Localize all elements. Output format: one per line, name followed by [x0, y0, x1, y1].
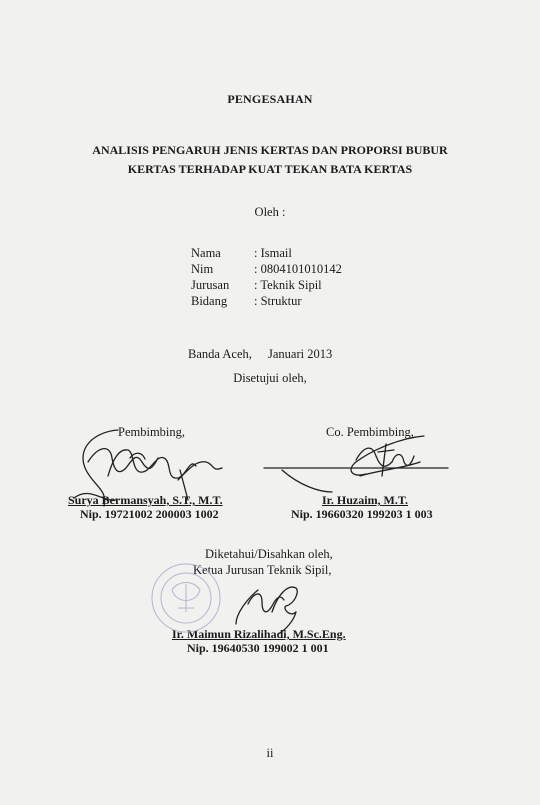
right-role-label: Co. Pembimbing,: [326, 425, 414, 439]
info-key: Bidang: [191, 294, 228, 308]
bottom-signer-name: Ir. Maimun Rizalihadi, M.Sc.Eng.: [172, 627, 346, 641]
page-number: ii: [266, 746, 274, 760]
department-head-label: Ketua Jurusan Teknik Sipil,: [193, 563, 332, 577]
info-key: Jurusan: [191, 278, 230, 292]
thesis-title-line-1: ANALISIS PENGARUH JENIS KERTAS DAN PROPORSI BUBUR: [92, 143, 448, 157]
info-value: : Struktur: [254, 294, 302, 308]
place-label: Banda Aceh,: [188, 347, 252, 361]
left-role-label: Pembimbing,: [118, 425, 186, 439]
info-key: Nama: [191, 246, 221, 260]
oleh-label: Oleh :: [254, 205, 286, 219]
right-signer-name: Ir. Huzaim, M.T.: [322, 493, 408, 507]
approved-by-label: Disetujui oleh,: [233, 371, 307, 385]
date-label: Januari 2013: [268, 347, 333, 361]
info-value: : 0804101010142: [254, 262, 342, 276]
department-stamp: [152, 564, 220, 632]
thesis-title-line-2: KERTAS TERHADAP KUAT TEKAN BATA KERTAS: [127, 162, 413, 176]
info-value: : Teknik Sipil: [254, 278, 322, 292]
left-signer-name: Surya Bermansyah, S.T., M.T.: [68, 493, 223, 507]
left-signer-nip: Nip. 19721002 200003 1002: [80, 507, 219, 521]
info-value: : Ismail: [254, 246, 292, 260]
bottom-signer-nip: Nip. 19640530 199002 1 001: [187, 641, 329, 655]
right-signer-nip: Nip. 19660320 199203 1 003: [291, 507, 433, 521]
bottom-signature: [236, 587, 297, 634]
acknowledged-label: Diketahui/Disahkan oleh,: [205, 547, 333, 561]
right-signature: [264, 436, 448, 492]
page-heading: PENGESAHAN: [227, 92, 313, 106]
left-signature: [74, 430, 222, 506]
info-key: Nim: [191, 262, 214, 276]
